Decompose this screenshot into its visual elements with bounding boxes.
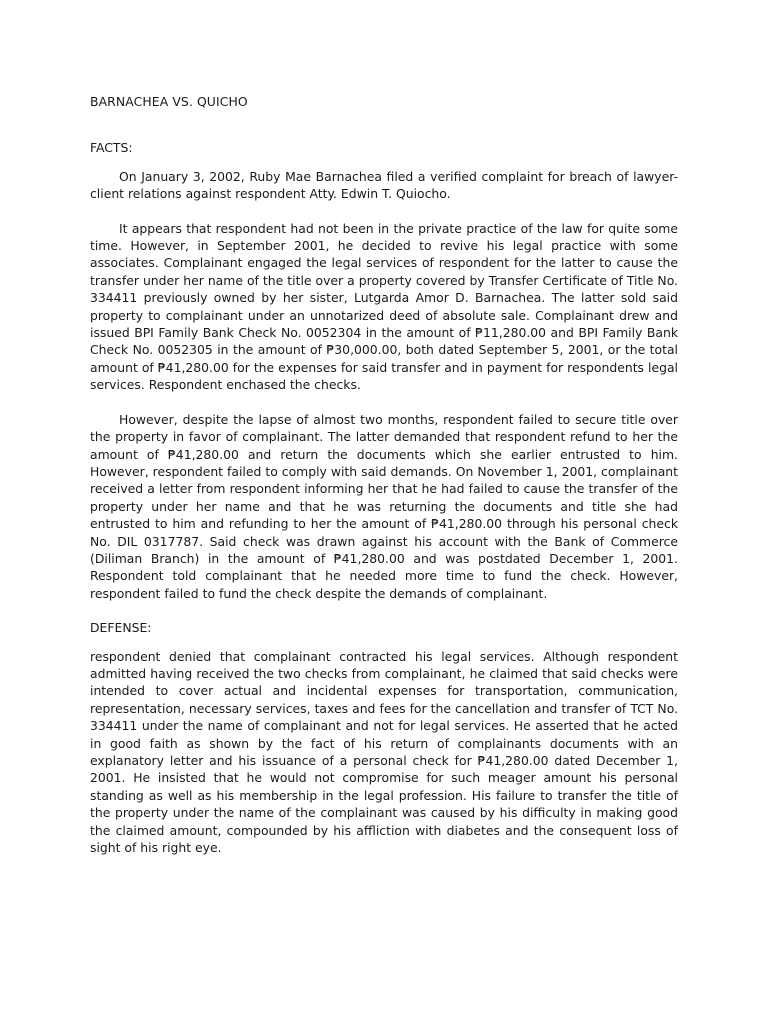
facts-paragraph-3: However, despite the lapse of almost two months, respondent failed to secure title over the property in favor of complainant. The latter demanded that respondent refund to her the amount of ₱41,280.00 and return the documents which she earlier entrusted to him. However, respondent failed to comply with said demands. On November 1, 2001, complainant received a letter from respondent informing her that he had failed to cause the transfer of the property under her name and that he was returning the documents and title she had entrusted to him and refunding to her the amount of ₱41,280.00 through his personal check No. DIL 0317787. Said check was drawn against his account with the Bank of Commerce (Diliman Branch) in the amount of ₱41,280.00 and was postdated December 1, 2001. Respondent told complainant that he needed more time to fund the check. However, respondent failed to fund the check despite the demands of complainant.: [90, 411, 678, 601]
defense-paragraph-1: respondent denied that complainant contracted his legal services. Although respondent admitted having received the two checks from complainant, he claimed that said checks were intended to cover actual and incidental expenses for transportation, communication, representation, necessary services, taxes and fees for the cancellation and transfer of TCT No. 334411 under the name of complainant and not for legal services. He asserted that he acted in good faith as shown by the fact of his return of complainants documents with an explanatory letter and his issuance of a personal check for ₱41,280.00 dated December 1, 2001. He insisted that he would not compromise for such meager amount his personal standing as well as his membership in the legal profession. His failure to transfer the title of the property under the name of the complainant was caused by his difficulty in making good the claimed amount, compounded by his affliction with diabetes and the consequent loss of sight of his right eye.: [90, 648, 678, 856]
document-page: [90, 93, 678, 873]
facts-paragraph-2: It appears that respondent had not been in the private practice of the law for quite some time. However, in September 2001, he decided to revive his legal practice with some associates. Complainant engaged the legal services of respondent for the latter to cause the transfer under her name of the title over a property covered by Transfer Certificate of Title No. 334411 previously owned by her sister, Lutgarda Amor D. Barnachea. The latter sold said property to complainant under an unnotarized deed of absolute sale. Complainant drew and issued BPI Family Bank Check No. 0052304 in the amount of ₱11,280.00 and BPI Family Bank Check No. 0052305 in the amount of ₱30,000.00, both dated September 5, 2001, or the total amount of ₱41,280.00 for the expenses for said transfer and in payment for respondents legal services. Respondent enchased the checks.: [90, 220, 678, 393]
defense-heading: DEFENSE:: [90, 620, 152, 636]
facts-heading: FACTS:: [90, 140, 133, 156]
facts-paragraph-1: On January 3, 2002, Ruby Mae Barnachea filed a verified complaint for breach of lawyer-client relations against respondent Atty. Edwin T. Quiocho.: [90, 168, 678, 202]
document-title: BARNACHEA VS. QUICHO: [90, 94, 248, 109]
